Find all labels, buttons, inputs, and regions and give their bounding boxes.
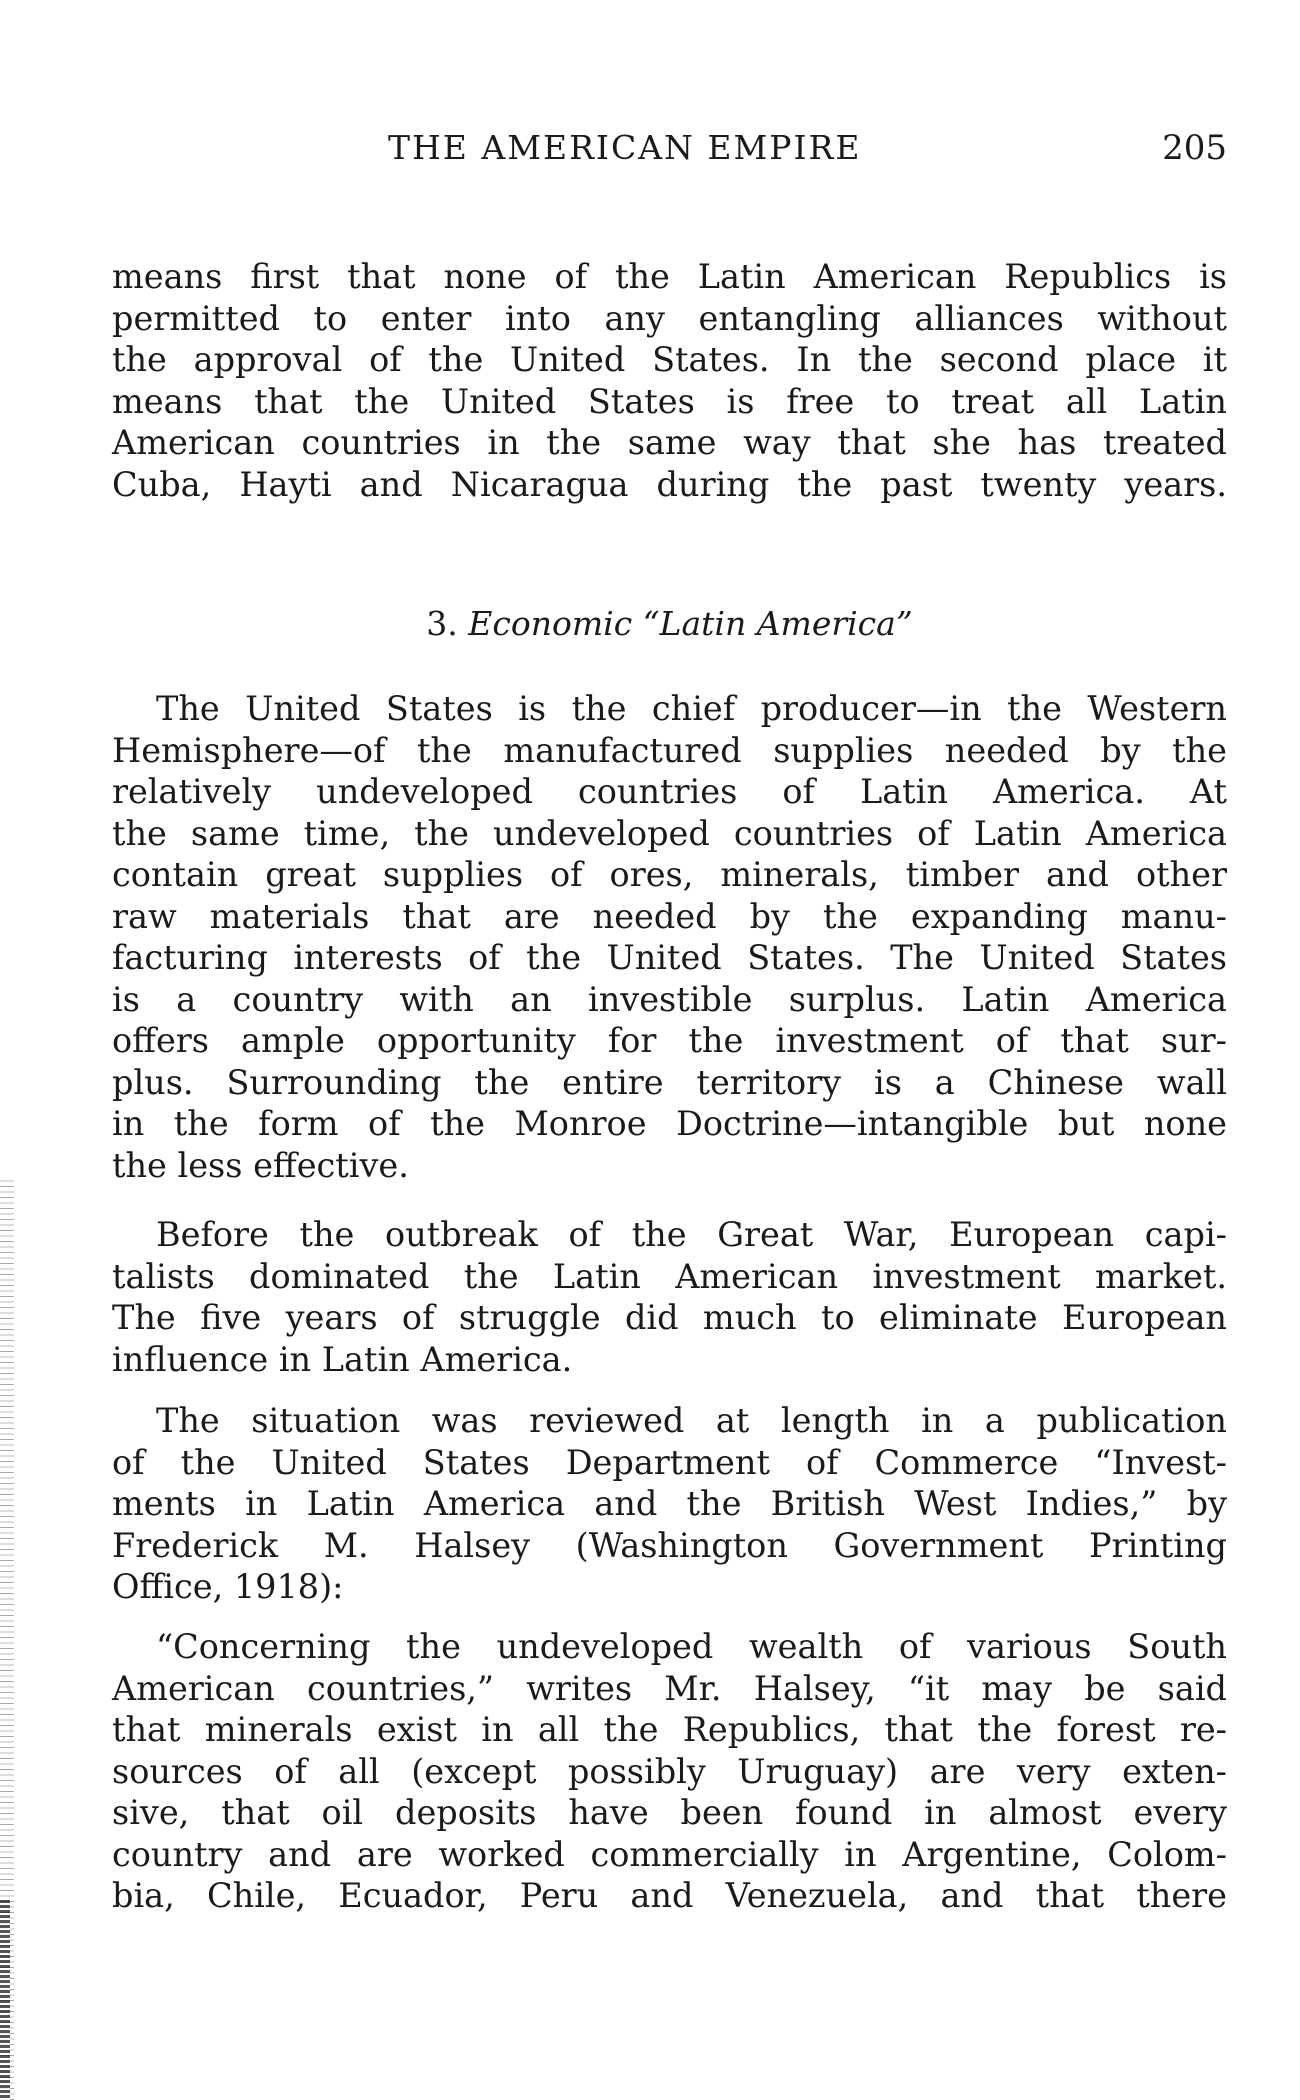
text-line: in the form of the Monroe Doctrine—intangible but none: [112, 1104, 1227, 1143]
text-line: the same time, the undeveloped countries of Latin America: [112, 813, 1227, 853]
text-line: relatively undeveloped countries of Latin America. At: [112, 772, 1227, 811]
text-line: The United States is the chief producer—in the Western: [156, 689, 1227, 728]
paragraph-1: [112, 256, 1227, 505]
section-number: 3.: [426, 604, 458, 643]
text-line: offers ample opportunity for the investment of that sur-: [112, 1021, 1227, 1060]
text-line: talists dominated the Latin American investment market.: [112, 1256, 1227, 1296]
text-line: the less effective.: [112, 1145, 409, 1185]
text-line: means first that none of the Latin American Republics is: [112, 257, 1227, 296]
paragraph-4: [112, 1400, 1227, 1608]
paragraph-3: [112, 1214, 1227, 1380]
running-head: [112, 128, 1227, 180]
text-line: means that the United States is free to treat all Latin: [112, 381, 1227, 421]
text-line: facturing interests of the United States. The United States: [112, 938, 1227, 977]
text-line: influence in Latin America.: [112, 1339, 573, 1379]
text-line: The situation was reviewed at length in a publication: [156, 1401, 1227, 1440]
text-line: American countries in the same way that she has treated: [112, 423, 1227, 462]
text-line: is a country with an investible surplus. Latin America: [112, 979, 1227, 1019]
text-line: that minerals exist in all the Republics, that the forest re-: [112, 1710, 1227, 1749]
text-line: sources of all (except possibly Uruguay) are very exten-: [112, 1751, 1227, 1791]
text-line: of the United States Department of Commerce “Invest-: [112, 1442, 1227, 1482]
text-line: Office, 1918):: [112, 1567, 344, 1606]
text-line: Hemisphere—of the manufactured supplies needed by the: [112, 730, 1227, 770]
text-line: bia, Chile, Ecuador, Peru and Venezuela, and that there: [112, 1876, 1227, 1915]
section-title: Economic “Latin America”: [468, 604, 913, 643]
text-line: raw materials that are needed by the expanding manu-: [112, 896, 1227, 936]
text-line: Before the outbreak of the Great War, European capi-: [156, 1215, 1227, 1254]
paragraph-2: [112, 688, 1227, 1186]
text-line: plus. Surrounding the entire territory is a Chinese wall: [112, 1062, 1227, 1102]
text-line: country and are worked commercially in Argentine, Colom-: [112, 1834, 1227, 1874]
page-edge-binding: [0, 1900, 10, 2100]
text-line: Frederick M. Halsey (Washington Government Printing: [112, 1525, 1227, 1565]
page-number: 205: [1162, 128, 1227, 168]
text-line: American countries,” writes Mr. Halsey, “it may be said: [112, 1668, 1227, 1708]
running-title: THE AMERICAN EMPIRE: [388, 128, 862, 167]
text-line: “Concerning the undeveloped wealth of various South: [156, 1627, 1227, 1666]
text-line: The five years of struggle did much to eliminate European: [112, 1298, 1227, 1337]
text-line: contain great supplies of ores, minerals, timber and other: [112, 855, 1227, 894]
text-line: sive, that oil deposits have been found in almost every: [112, 1793, 1227, 1832]
text-line: ments in Latin America and the British West Indies,” by: [112, 1484, 1227, 1523]
text-line: permitted to enter into any entangling alliances without: [112, 298, 1227, 338]
text-line: the approval of the United States. In the second place it: [112, 340, 1227, 379]
text-line: Cuba, Hayti and Nicaragua during the past twenty years.: [112, 464, 1227, 504]
section-heading: [112, 604, 1227, 643]
paragraph-5: [112, 1626, 1227, 1917]
